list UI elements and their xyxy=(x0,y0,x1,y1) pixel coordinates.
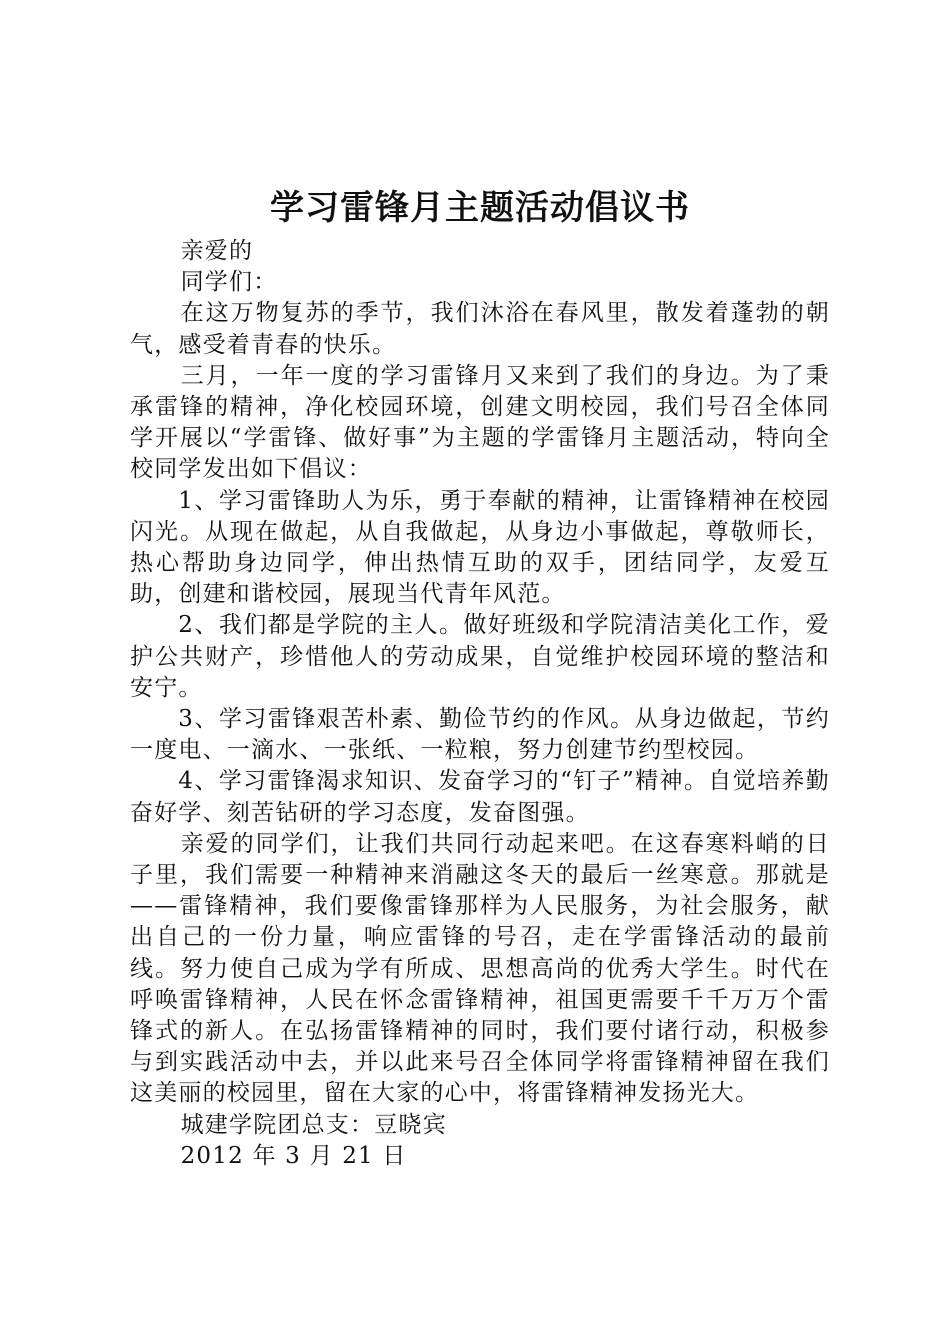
document-page xyxy=(130,180,830,1172)
intro-paragraph: 在这万物复苏的季节，我们沐浴在春风里，散发着蓬勃的朝气，感受着青春的快乐。 xyxy=(130,300,830,358)
proposal-item-4: 4、学习雷锋渴求知识、发奋学习的“钉子”精神。自觉培养勤奋好学、刻苦钻研的学习态度，发奋图强。 xyxy=(130,768,830,826)
signature: 城建学院团总支：豆晓宾 xyxy=(180,1111,447,1138)
document-title: 学习雷锋月主题活动倡议书 xyxy=(270,188,690,228)
salutation-line-1: 亲爱的 xyxy=(180,238,254,264)
salutation-line-2: 同学们： xyxy=(180,269,278,296)
proposal-item-1: 1、学习雷锋助人为乐，勇于奉献的精神，让雷锋精神在校园闪光。从现在做起，从自我做起，从身边小事做起，尊敬师长，热心帮助身边同学，伸出热情互助的双手，团结同学，友爱互助，创建和谐校园，展现当代青年风范。 xyxy=(130,487,830,608)
date: 2012 年 3 月 21 日 xyxy=(180,1142,407,1169)
closing-paragraph: 亲爱的同学们，让我们共同行动起来吧。在这春寒料峭的日子里，我们需要一种精神来消融这冬天的最后一丝寒意。那就是——雷锋精神，我们要像雷锋那样为人民服务，为社会服务，献出自己的一份力量，响应雷锋的号召，走在学雷锋活动的最前线。努力使自己成为学有所成、思想高尚的优秀大学生。时代在呼唤雷锋精神，人民在怀念雷锋精神，祖国更需要千千万万个雷锋式的新人。在弘扬雷锋精神的同时，我们要付诸行动，积极参与到实践活动中去，并以此来号召全体同学将雷锋精神留在我们这美丽的校园里，留在大家的心中，将雷锋精神发扬光大。 xyxy=(130,830,830,1107)
document-body xyxy=(130,236,830,1172)
proposal-item-3: 3、学习雷锋艰苦朴素、勤俭节约的作风。从身边做起，节约一度电、一滴水、一张纸、一粒粮，努力创建节约型校园。 xyxy=(130,706,830,764)
proposal-paragraph: 三月，一年一度的学习雷锋月又来到了我们的身边。为了秉承雷锋的精神，净化校园环境，创建文明校园，我们号召全体同学开展以“学雷锋、做好事”为主题的学雷锋月主题活动，特向全校同学发出如下倡议： xyxy=(130,362,830,483)
proposal-item-2: 2、我们都是学院的主人。做好班级和学院清洁美化工作，爱护公共财产，珍惜他人的劳动成果，自觉维护校园环境的整洁和安宁。 xyxy=(130,612,830,701)
